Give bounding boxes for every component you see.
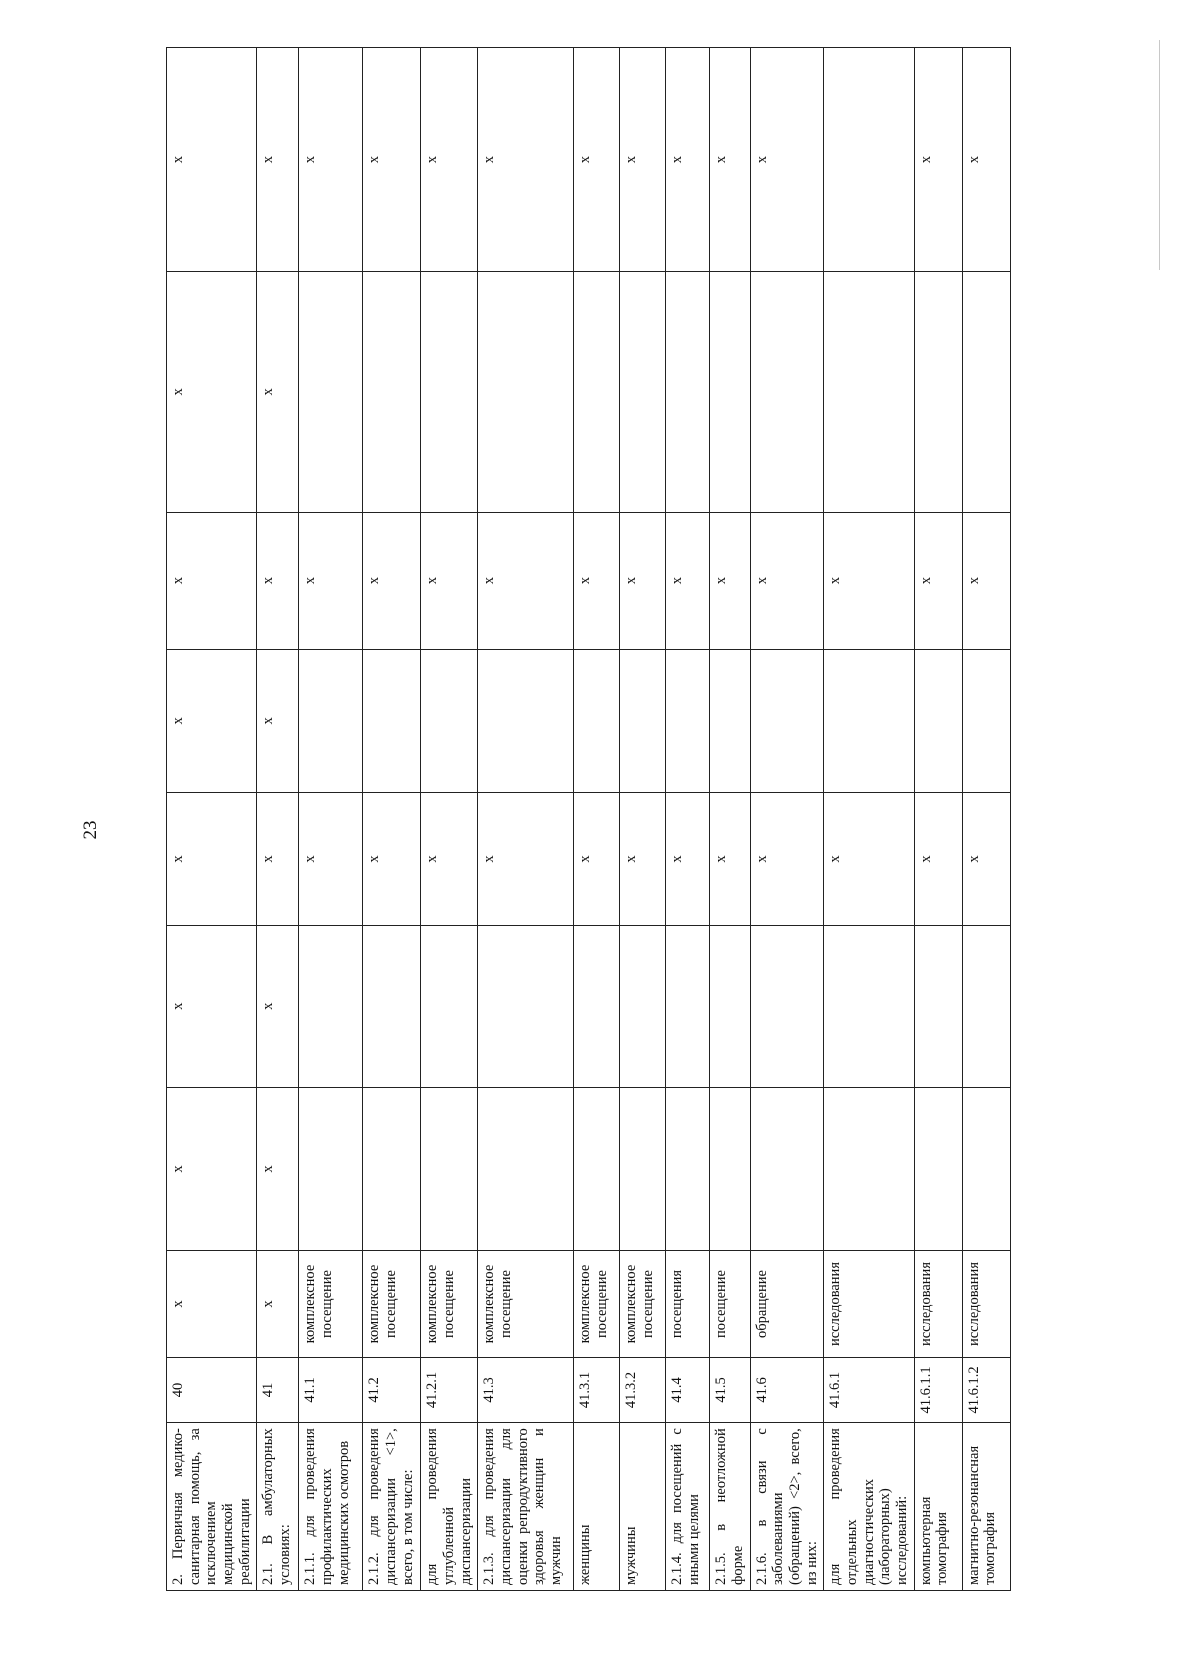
value-cell: х <box>421 48 478 272</box>
row-name-cell: компьютерная томография <box>914 1423 962 1591</box>
value-cell: х <box>666 48 710 272</box>
row-name-cell: 2.1.1. для проведения профилактических медицинских осмотров <box>299 1423 363 1591</box>
table-row <box>299 48 363 1591</box>
value-cell <box>666 1087 710 1251</box>
row-name-cell: мужчины <box>620 1423 666 1591</box>
value-cell: х <box>750 512 824 649</box>
value-cell <box>962 925 1010 1087</box>
value-cell <box>710 649 750 792</box>
value-cell: х <box>478 48 574 272</box>
unit-cell: х <box>257 1251 299 1357</box>
table-row <box>363 48 421 1591</box>
value-cell <box>914 649 962 792</box>
table-row <box>257 48 299 1591</box>
row-name-cell: для проведения отдельных диагностических (лабораторных) исследований: <box>824 1423 914 1591</box>
row-name-cell: 2.1.3. для проведения диспансеризации для оценки репродуктивного здоровья женщин и мужчин <box>478 1423 574 1591</box>
value-cell: х <box>710 512 750 649</box>
value-cell <box>478 272 574 512</box>
row-number-cell: 41.3.2 <box>620 1357 666 1422</box>
value-cell <box>363 272 421 512</box>
table-row <box>666 48 710 1591</box>
value-cell <box>824 48 914 272</box>
value-cell <box>914 925 962 1087</box>
row-number-cell: 41 <box>257 1357 299 1422</box>
table-row <box>167 48 257 1591</box>
unit-cell: обращение <box>750 1251 824 1357</box>
row-number-cell: 41.3.1 <box>574 1357 620 1422</box>
row-name-cell: 2.1.2. для проведения диспансеризации <1>, всего, в том числе: <box>363 1423 421 1591</box>
value-cell <box>824 649 914 792</box>
value-cell: х <box>167 925 257 1087</box>
row-name-cell: женщины <box>574 1423 620 1591</box>
value-cell <box>620 272 666 512</box>
value-cell <box>574 925 620 1087</box>
value-cell <box>574 1087 620 1251</box>
table-row <box>574 48 620 1591</box>
data-table <box>166 47 1011 1591</box>
row-number-cell: 41.2.1 <box>421 1357 478 1422</box>
unit-cell: комплексное посещение <box>363 1251 421 1357</box>
row-number-cell: 41.6.1.1 <box>914 1357 962 1422</box>
row-number-cell: 40 <box>167 1357 257 1422</box>
row-name-cell: магнитно-резонансная томография <box>962 1423 1010 1591</box>
value-cell <box>299 272 363 512</box>
value-cell <box>421 1087 478 1251</box>
value-cell: х <box>620 792 666 925</box>
value-cell: х <box>710 792 750 925</box>
value-cell: х <box>167 48 257 272</box>
table-row <box>478 48 574 1591</box>
value-cell <box>962 1087 1010 1251</box>
row-name-cell: для проведения углубленной диспансеризации <box>421 1423 478 1591</box>
value-cell: х <box>574 512 620 649</box>
value-cell <box>574 272 620 512</box>
value-cell <box>363 649 421 792</box>
value-cell <box>421 272 478 512</box>
value-cell <box>962 649 1010 792</box>
unit-cell: комплексное посещение <box>574 1251 620 1357</box>
table-row <box>914 48 962 1591</box>
value-cell: х <box>167 792 257 925</box>
value-cell <box>710 1087 750 1251</box>
row-number-cell: 41.4 <box>666 1357 710 1422</box>
value-cell: х <box>478 792 574 925</box>
value-cell: х <box>962 48 1010 272</box>
value-cell: х <box>478 512 574 649</box>
value-cell: х <box>167 272 257 512</box>
value-cell <box>914 272 962 512</box>
value-cell <box>750 1087 824 1251</box>
unit-cell: комплексное посещение <box>421 1251 478 1357</box>
table-row <box>620 48 666 1591</box>
table-row <box>710 48 750 1591</box>
value-cell <box>914 1087 962 1251</box>
value-cell <box>478 1087 574 1251</box>
row-number-cell: 41.5 <box>710 1357 750 1422</box>
value-cell: х <box>666 512 710 649</box>
value-cell: х <box>750 48 824 272</box>
unit-cell: комплексное посещение <box>478 1251 574 1357</box>
value-cell: х <box>257 1087 299 1251</box>
unit-cell: комплексное посещение <box>620 1251 666 1357</box>
value-cell <box>478 649 574 792</box>
row-name-cell: 2.1.6. в связи с заболеваниями (обращений) <2>, всего, из них: <box>750 1423 824 1591</box>
value-cell <box>421 925 478 1087</box>
rotated-table-container <box>166 47 1011 1591</box>
row-name-cell: 2.1.5. в неотложной форме <box>710 1423 750 1591</box>
value-cell <box>666 925 710 1087</box>
row-number-cell: 41.2 <box>363 1357 421 1422</box>
value-cell: х <box>574 48 620 272</box>
value-cell: х <box>257 48 299 272</box>
value-cell: х <box>299 512 363 649</box>
value-cell: х <box>421 512 478 649</box>
value-cell: х <box>620 48 666 272</box>
value-cell: х <box>363 512 421 649</box>
value-cell <box>421 649 478 792</box>
value-cell <box>363 1087 421 1251</box>
value-cell: х <box>750 792 824 925</box>
value-cell <box>299 649 363 792</box>
value-cell: х <box>299 792 363 925</box>
value-cell: х <box>914 48 962 272</box>
value-cell <box>962 272 1010 512</box>
unit-cell: исследования <box>914 1251 962 1357</box>
unit-cell: исследования <box>962 1251 1010 1357</box>
row-name-cell: 2.1. В амбулаторных условиях: <box>257 1423 299 1591</box>
value-cell <box>710 925 750 1087</box>
value-cell: х <box>257 792 299 925</box>
value-cell: х <box>666 792 710 925</box>
value-cell <box>574 649 620 792</box>
value-cell <box>620 925 666 1087</box>
value-cell <box>750 272 824 512</box>
unit-cell: комплексное посещение <box>299 1251 363 1357</box>
value-cell: х <box>574 792 620 925</box>
table-row <box>750 48 824 1591</box>
page-number: 23 <box>80 820 101 840</box>
value-cell <box>299 1087 363 1251</box>
row-number-cell: 41.6.1.2 <box>962 1357 1010 1422</box>
table-body <box>167 48 1011 1591</box>
value-cell: х <box>962 792 1010 925</box>
table-row <box>824 48 914 1591</box>
value-cell: х <box>710 48 750 272</box>
row-number-cell: 41.3 <box>478 1357 574 1422</box>
value-cell <box>824 925 914 1087</box>
value-cell: х <box>167 649 257 792</box>
value-cell: х <box>167 1087 257 1251</box>
row-number-cell: 41.6 <box>750 1357 824 1422</box>
value-cell <box>750 649 824 792</box>
value-cell: х <box>620 512 666 649</box>
value-cell: х <box>914 512 962 649</box>
unit-cell: посещения <box>666 1251 710 1357</box>
value-cell <box>620 649 666 792</box>
scan-margin-line <box>1159 40 1160 270</box>
row-number-cell: 41.6.1 <box>824 1357 914 1422</box>
unit-cell: посещение <box>710 1251 750 1357</box>
value-cell <box>824 272 914 512</box>
value-cell <box>666 649 710 792</box>
row-name-cell: 2. Первичная медико-санитарная помощь, за исключением медицинской реабилитации <box>167 1423 257 1591</box>
unit-cell: х <box>167 1251 257 1357</box>
value-cell: х <box>914 792 962 925</box>
value-cell: х <box>167 512 257 649</box>
value-cell <box>363 925 421 1087</box>
value-cell: х <box>363 792 421 925</box>
value-cell <box>478 925 574 1087</box>
table-row <box>421 48 478 1591</box>
value-cell: х <box>824 792 914 925</box>
value-cell <box>666 272 710 512</box>
row-number-cell: 41.1 <box>299 1357 363 1422</box>
value-cell: х <box>257 925 299 1087</box>
value-cell <box>750 925 824 1087</box>
value-cell: х <box>421 792 478 925</box>
value-cell: х <box>257 512 299 649</box>
value-cell <box>299 925 363 1087</box>
row-name-cell: 2.1.4. для посещений с иными целями <box>666 1423 710 1591</box>
value-cell: х <box>824 512 914 649</box>
value-cell: х <box>962 512 1010 649</box>
value-cell <box>824 1087 914 1251</box>
value-cell <box>620 1087 666 1251</box>
table-row <box>962 48 1010 1591</box>
value-cell <box>710 272 750 512</box>
value-cell: х <box>363 48 421 272</box>
value-cell: х <box>299 48 363 272</box>
unit-cell: исследования <box>824 1251 914 1357</box>
value-cell: х <box>257 272 299 512</box>
value-cell: х <box>257 649 299 792</box>
